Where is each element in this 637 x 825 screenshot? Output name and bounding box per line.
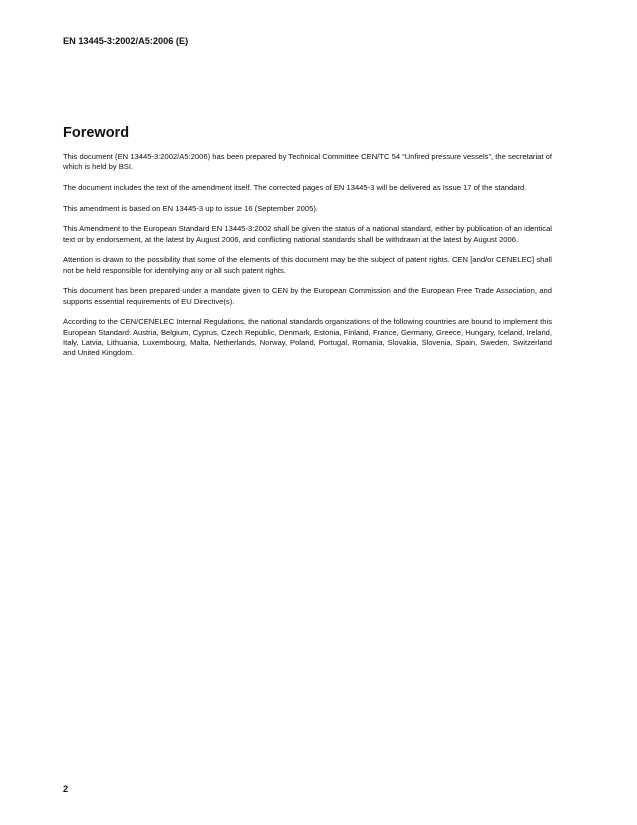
document-header: EN 13445-3:2002/A5:2006 (E) xyxy=(63,36,189,46)
paragraph: This Amendment to the European Standard EN 13445-3:2002 shall be given the status of a national standard, either by publication of an identical text or by endorsement, at the latest by August 2006, and conflicting national standards shall be withdrawn at the latest by August 2006. xyxy=(63,224,552,244)
paragraph: This document (EN 13445-3:2002/A5:2006) has been prepared by Technical Committee CEN/TC 54 “Unfired pressure vessels”, the secretariat of which is held by BSI. xyxy=(63,152,552,172)
section-title: Foreword xyxy=(63,125,130,141)
paragraph: Attention is drawn to the possibility that some of the elements of this document may be the subject of patent rights. CEN [and/or CENELEC] shall not be held responsible for identifying any or all such patent rights. xyxy=(63,255,552,275)
page-number: 2 xyxy=(63,784,69,794)
paragraph: This amendment is based on EN 13445-3 up to issue 16 (September 2005). xyxy=(63,203,318,213)
paragraph: The document includes the text of the amendment itself. The corrected pages of EN 13445-3 will be delivered as Issue 17 of the standard. xyxy=(63,182,527,192)
paragraph: This document has been prepared under a mandate given to CEN by the European Commission and the European Free Trade Association, and supports essential requirements of EU Directive(s). xyxy=(63,286,552,306)
foreword-body xyxy=(63,152,552,369)
paragraph: According to the CEN/CENELEC Internal Regulations, the national standards organizations of the following countries are bound to implement this European Standard: Austria, Belgium, Cyprus, Czech Republic, Denmark, Estonia, Finland, France, Germany, Greece, Hungary, Iceland, Ireland, Italy, Latvia, Lithuania, Luxembourg, Malta, Netherlands, Norway, Poland, Portugal, Romania, Slovakia, Slovenia, Spain, Sweden, Switzerland and United Kingdom. xyxy=(63,317,552,358)
